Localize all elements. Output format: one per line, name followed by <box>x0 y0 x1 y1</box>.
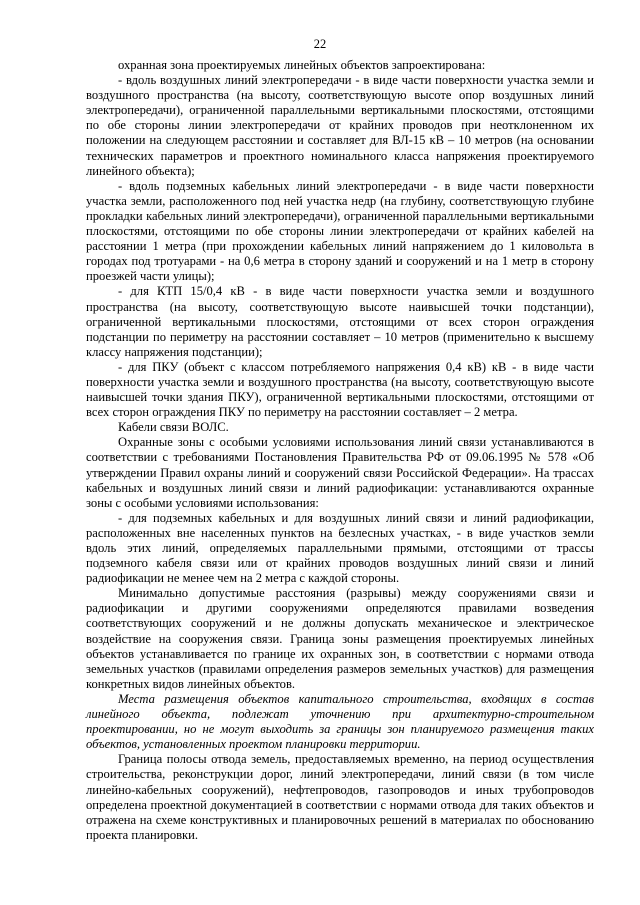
document-body <box>86 58 594 843</box>
paragraph-communication-lines: - для подземных кабельных и для воздушных линий связи и линий радиофикации, расположенных вне населенных пунктов на безлесных участках, - в виде участков земли вдоль этих линий, определяемых параллельными прямыми, отстоящими от трассы подземного кабеля связи или от крайних проводов воздушных линий связи и линий радиофикации не менее чем на 2 метра с каждой стороны. <box>86 510 594 586</box>
paragraph-land-allocation: Граница полосы отвода земель, предоставляемых временно, на период осуществления строительства, реконструкции дорог, линий электропередачи, линий связи (в том числе линейно-кабельных сооружений), нефтепроводов, газопроводов и иных трубопроводов определена проектной документацией в соответствии с нормами отвода для таких объектов и отражена на схеме конструктивных и планировочных решений в материалах по обоснованию проекта планировки. <box>86 752 594 842</box>
paragraph-overhead-lines: - вдоль воздушных линий электропередачи - в виде части поверхности участка земли и воздушного пространства (на высоту, соответствующую высоте опор воздушных линий электропередачи), ограниченной параллельными вертикальными плоскостями, отстоящими по обе стороны линии электропередачи от крайних проводов при неотклоненном их положении на следующем расстоянии и составляет для ВЛ-15 кВ – 10 метров (на основании технических параметров и проектного номинального класса напряжения проектируемого линейного объекта); <box>86 73 594 178</box>
page-number: 22 <box>313 37 327 51</box>
paragraph-placement-italic: Места размещения объектов капитального строительства, входящих в состав линейного объекта, подлежат уточнению при архитектурно-строительном проектировании, но не могут выходить за границы зон планируемого размещения таких объектов, установленных проектом планировки территории. <box>86 691 594 752</box>
paragraph-fiber-cables-heading: Кабели связи ВОЛС. <box>118 420 229 435</box>
paragraph-protection-zones: Охранные зоны с особыми условиями использования линий связи устанавливаются в соответствии с требованиями Постановления Правительства РФ от 09.06.1995 № 578 «Об утверждении Правил охраны линий и сооружений связи Российской Федерации». На трассах кабельных и воздушных линий связи и линий радиофикации: устанавливаются охранные зоны с особыми условиями использования: <box>86 435 594 510</box>
paragraph-underground-cables: - вдоль подземных кабельных линий электропередачи - в виде части поверхности участка земли, расположенного под ней участка недр (на глубину, соответствующую глубине прокладки кабельных линий электропередачи), ограниченной параллельными вертикальными плоскостями, отстоящими по обе стороны линии электропередачи от крайних кабелей на расстоянии 1 метра (при прохождении кабельных линий напряжением до 1 киловольта в городах под тротуарами - на 0,6 метра в сторону зданий и сооружений и на 1 метр в сторону проезжей части улицы); <box>86 178 594 284</box>
paragraph-pku: - для ПКУ (объект с классом потребляемого напряжения 0,4 кВ) кВ - в виде части поверхности участка земли и воздушного пространства (на высоту, соответствующую высоте наивысшей точки здания ПКУ), ограниченной вертикальными плоскостями, отстоящими от всех сторон ограждения ПКУ по периметру на расстоянии составляет – 2 метра. <box>86 359 594 420</box>
paragraph-intro: охранная зона проектируемых линейных объектов запроектирована: <box>118 58 486 72</box>
paragraph-ktp: - для КТП 15/0,4 кВ - в виде части поверхности участка земли и воздушного пространства (на высоту, соответствующую высоте наивысшей точки подстанции), ограниченной вертикальными плоскостями, отстоящими от всех сторон ограждения подстанции по периметру на расстоянии составляет – 10 метров (применительно к высшему классу напряжения подстанции); <box>86 284 594 359</box>
paragraph-minimum-distances: Минимально допустимые расстояния (разрывы) между сооружениями связи и радиофикации и другими сооружениями определяются правилами возведения соответствующих сооружений и не должны допускать механическое и электрическое воздействие на сооружения связи. Граница зоны размещения проектируемых линейных объектов устанавливается по границе их охранных зон, в соответствии с нормами отвода земельных участков (правилами определения размеров земельных участков) для размещения конкретных видов линейных объектов. <box>86 586 594 691</box>
